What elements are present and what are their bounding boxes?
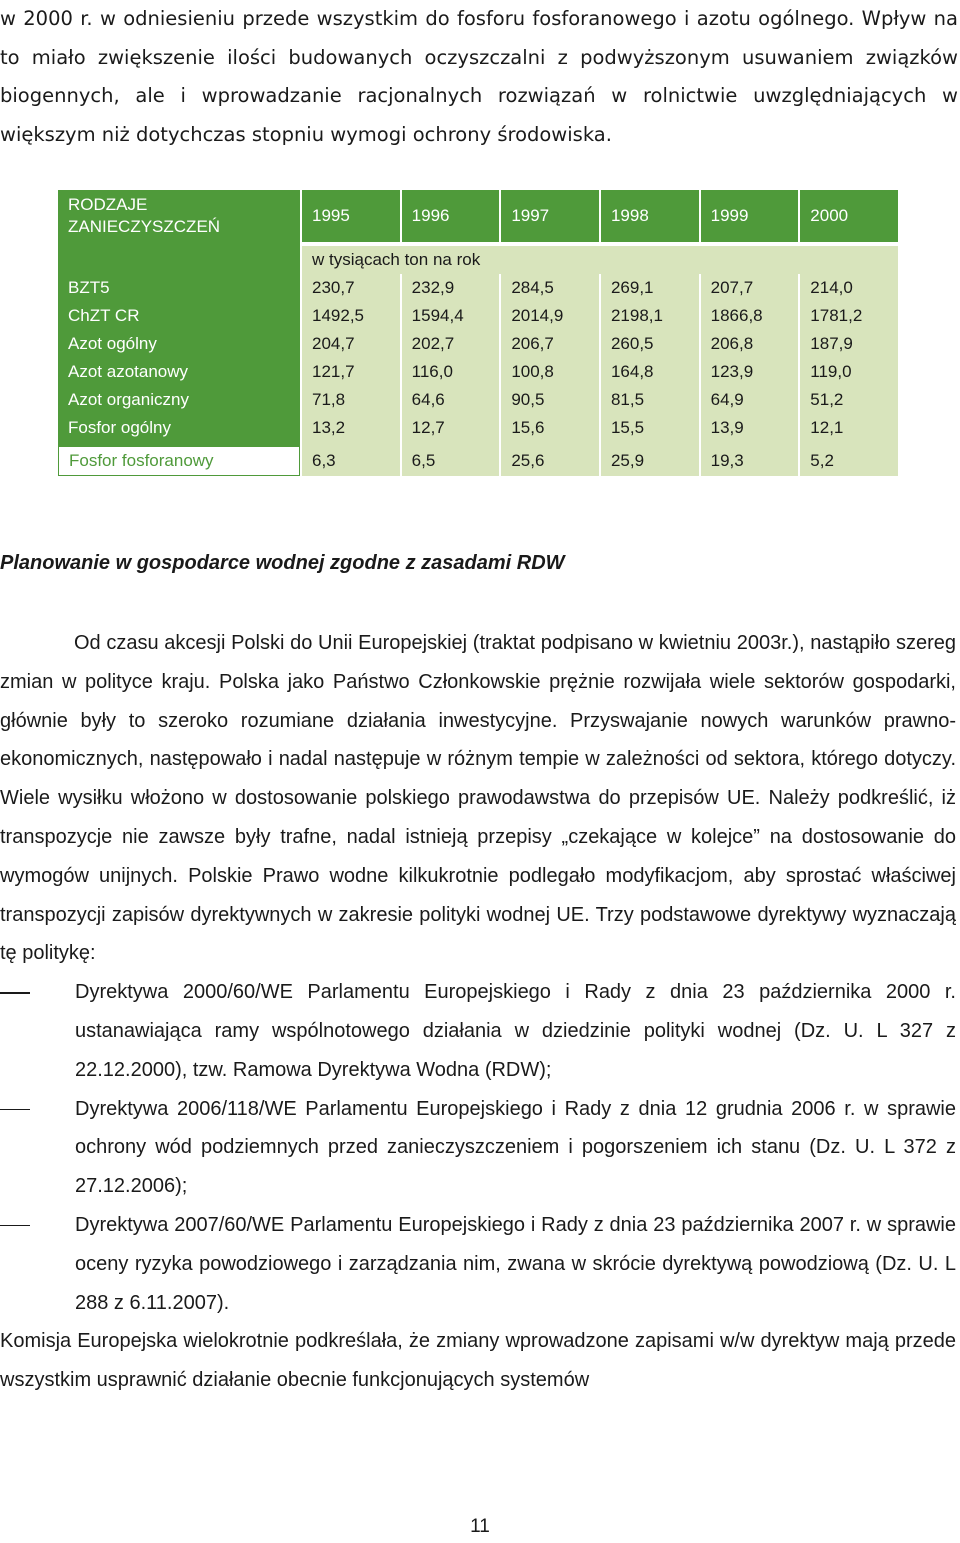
year-header: 1995 [302,190,400,242]
table-cell: 2198,1 [601,302,699,330]
table-cell: 6,5 [402,446,500,476]
year-header: 1999 [701,190,799,242]
table-row [58,386,898,414]
table-row [58,358,898,386]
table-cell: 12,7 [402,414,500,442]
table-cell: 121,7 [302,358,400,386]
pollution-table [58,190,900,476]
row-label: Azot azotanowy [58,358,300,386]
table-header-row [58,190,898,242]
table-row [58,414,898,442]
table-row [58,330,898,358]
table-cell: 19,3 [701,446,799,476]
directives-list [0,973,956,1322]
dash-bullet-icon [0,1225,30,1227]
table-cell: 2014,9 [501,302,599,330]
table-cell: 1781,2 [800,302,898,330]
list-item [0,973,956,1089]
row-label: BZT5 [58,274,300,302]
body-paragraph: Komisja Europejska wielokrotnie podkreślała, że zmiany wprowadzone zapisami w/w dyrektyw mają przede wszystkim usprawnić działanie obecnie funkcjonujących systemów [0,1330,956,1392]
row-label: Fosfor ogólny [58,414,300,442]
table-unit-row [58,246,898,274]
table-cell: 13,2 [302,414,400,442]
table-cell: 187,9 [800,330,898,358]
table-cell: 25,6 [501,446,599,476]
unit-label: w tysiącach ton na rok [302,246,898,274]
table-cell: 284,5 [501,274,599,302]
table-cell: 90,5 [501,386,599,414]
page-number: 11 [470,1516,490,1537]
directive-text: Dyrektywa 2006/118/WE Parlamentu Europejskiego i Rady z dnia 12 grudnia 2006 r. w sprawie ochrony wód podziemnych przed zanieczyszczeniem i pogorszeniem ich stanu (Dz. U. L 372 z 27.12.2006); [75,1097,956,1198]
table-cell: 100,8 [501,358,599,386]
table-row [58,302,898,330]
table-cell: 15,5 [601,414,699,442]
directive-text: Dyrektywa 2007/60/WE Parlamentu Europejskiego i Rady z dnia 23 października 2007 r. w sprawie oceny ryzyka powodziowego i zarządzania nim, zwana w skrócie dyrektywą powodziową (Dz. U. L 288 z 6.11.2007). [75,1213,956,1314]
table-cell: 71,8 [302,386,400,414]
table-cell: 260,5 [601,330,699,358]
table-row [58,274,898,302]
table-cell: 64,9 [701,386,799,414]
table-cell: 64,6 [402,386,500,414]
section-heading: Planowanie w gospodarce wodnej zgodne z zasadami RDW [0,552,565,574]
year-header: 1998 [601,190,699,242]
table-cell: 232,9 [402,274,500,302]
dash-bullet-icon [0,992,30,994]
table-cell: 6,3 [302,446,400,476]
table-cell: 12,1 [800,414,898,442]
table-cell: 204,7 [302,330,400,358]
row-label: Azot organiczny [58,386,300,414]
table-cell: 230,7 [302,274,400,302]
row-label: Fosfor fosforanowy [58,446,300,476]
row-label: Azot ogólny [58,330,300,358]
table-cell: 206,8 [701,330,799,358]
year-header: 2000 [800,190,898,242]
year-header: 1997 [501,190,599,242]
list-item [0,1090,956,1206]
table-cell: 119,0 [800,358,898,386]
dash-bullet-icon [0,1109,30,1111]
list-item [0,1206,956,1322]
intro-paragraph: w 2000 r. w odniesieniu przede wszystkim do fosforu fosforanowego i azotu ogólnego. Wpływ na to miało zwiększenie ilości budowanych oczyszczalni z podwyższonym usuwaniem związków biogennych, ale i wprowadzanie racjonalnych rozwiązań w rolnictwie uwzględniających w większym niż dotychczas stopniu wymogi ochrony środowiska. [0,7,958,146]
table-cell: 207,7 [701,274,799,302]
table-cell: 269,1 [601,274,699,302]
table-cell: 116,0 [402,358,500,386]
table-cell: 15,6 [501,414,599,442]
table-cell: 5,2 [800,446,898,476]
table-row [58,446,898,476]
table-cell: 206,7 [501,330,599,358]
directive-text: Dyrektywa 2000/60/WE Parlamentu Europejskiego i Rady z dnia 23 października 2000 r. ustanawiająca ramy wspólnotowego działania w dziedzinie polityki wodnej (Dz. U. L 327 z 22.12.2000), tzw. Ramowa Dyrektywa Wodna (RDW); [75,981,956,1081]
table-cell: 1866,8 [701,302,799,330]
year-header: 1996 [402,190,500,242]
pollution-data-table [56,190,900,476]
table-cell: 214,0 [800,274,898,302]
table-cell: 1594,4 [402,302,500,330]
body-paragraph: Od czasu akcesji Polski do Unii Europejskiej (traktat podpisano w kwietniu 2003r.), nastąpiło szereg zmian w polityce kraju. Polska jako Państwo Członkowskie prężnie rozwijała wiele sektorów gospodarki, głównie były to szeroko rozumiane działania inwestycyjne. Przyswajanie nowych warunków prawno-ekonomicznych, następowało i nadal następuje w różnym tempie w zależności od sektora, którego dotyczy. Wiele wysiłku włożono w dostosowanie polskiego prawodawstwa do przepisów UE. Należy podkreślić, iż transpozycje nie zawsze były trafne, nadal istnieją przepisy „czekające w kolejce” na dostosowanie do wymogów unijnych. Polskie Prawo wodne kilkukrotnie podlegało modyfikacjom, aby sprostać właściwej transpozycji zapisów dyrektywnych w zakresie polityki wodnej UE. Trzy podstawowe dyrektywy wyznaczają tę politykę: [0,632,956,965]
header-label: RODZAJE ZANIECZYSZCZEŃ [58,190,300,242]
table-cell: 123,9 [701,358,799,386]
table-cell: 25,9 [601,446,699,476]
table-cell: 202,7 [402,330,500,358]
table-cell: 51,2 [800,386,898,414]
row-label: ChZT CR [58,302,300,330]
table-cell: 164,8 [601,358,699,386]
body-text [0,624,956,1400]
table-cell: 1492,5 [302,302,400,330]
table-cell: 13,9 [701,414,799,442]
table-cell: 81,5 [601,386,699,414]
